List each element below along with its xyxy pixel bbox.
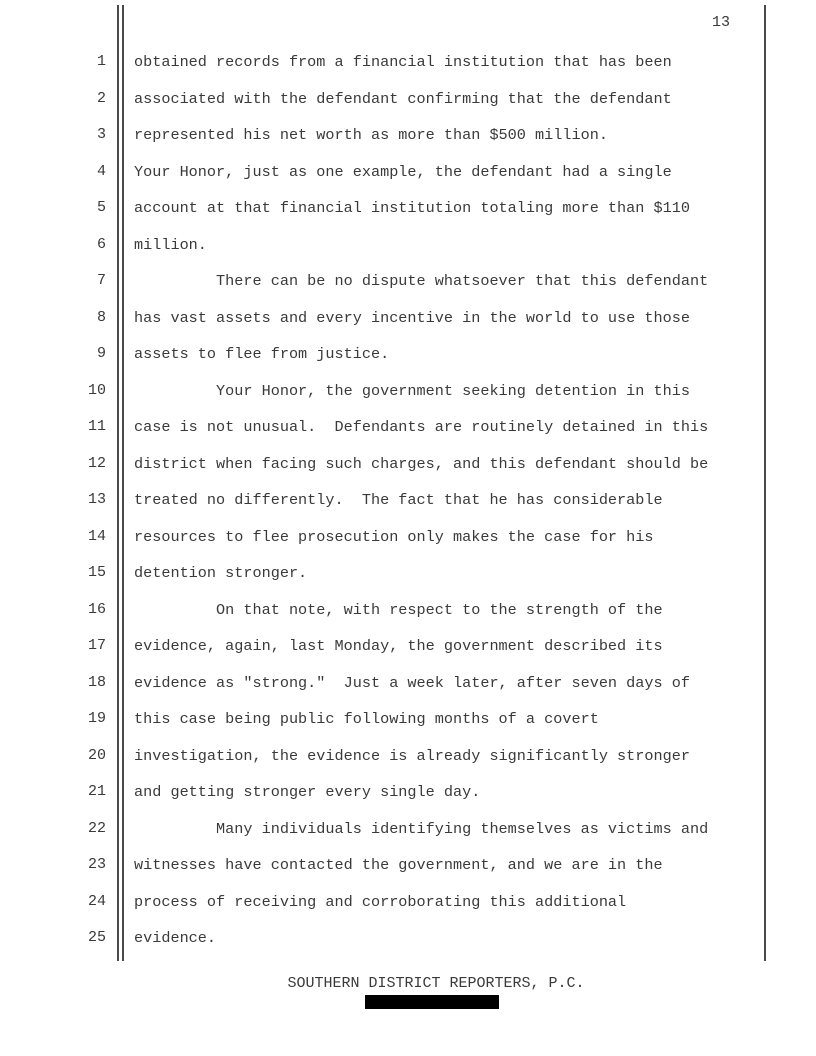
line-number: 2 [96, 90, 106, 107]
line-number: 3 [96, 126, 106, 143]
line-number: 6 [96, 236, 106, 253]
line-number: 18 [87, 674, 106, 691]
transcript-line: evidence. [134, 929, 217, 947]
transcript-line: million. [134, 236, 207, 254]
line-number: 15 [87, 564, 106, 581]
line-number: 23 [87, 856, 106, 873]
transcript-line: obtained records from a financial institution that has been [134, 53, 672, 71]
transcript-line: witnesses have contacted the government, and we are in the [134, 856, 663, 874]
right-margin-rule [764, 5, 766, 961]
transcript-line: Many individuals identifying themselves as victims and [134, 820, 709, 838]
line-number: 11 [87, 418, 106, 435]
transcript-line: account at that financial institution totaling more than $110 [134, 199, 690, 217]
transcript-line: this case being public following months of a covert [134, 710, 599, 728]
transcript-line: represented his net worth as more than $500 million. [134, 126, 608, 144]
transcript-line: process of receiving and corroborating this additional [134, 893, 627, 911]
redaction-bar [365, 995, 499, 1009]
transcript-line: resources to flee prosecution only makes the case for his [134, 528, 654, 546]
transcript-line: evidence, again, last Monday, the government described its [134, 637, 663, 655]
line-number: 25 [87, 929, 106, 946]
transcript-line: has vast assets and every incentive in the world to use those [134, 309, 690, 327]
transcript-line: investigation, the evidence is already significantly stronger [134, 747, 690, 765]
line-number: 4 [96, 163, 106, 180]
line-number: 1 [96, 53, 106, 70]
transcript-line: detention stronger. [134, 564, 308, 582]
line-number: 7 [96, 272, 106, 289]
transcript-line: There can be no dispute whatsoever that this defendant [134, 272, 709, 290]
line-number: 16 [87, 601, 106, 618]
transcript-line: Your Honor, just as one example, the defendant had a single [134, 163, 672, 181]
line-number: 10 [87, 382, 106, 399]
transcript-line: On that note, with respect to the strength of the [134, 601, 663, 619]
line-number: 21 [87, 783, 106, 800]
transcript-line: case is not unusual. Defendants are routinely detained in this [134, 418, 709, 436]
transcript-line: treated no differently. The fact that he has considerable [134, 491, 663, 509]
line-number: 19 [87, 710, 106, 727]
line-number: 9 [96, 345, 106, 362]
reporter-footer: SOUTHERN DISTRICT REPORTERS, P.C. [287, 975, 585, 992]
line-number: 12 [87, 455, 106, 472]
transcript-line: associated with the defendant confirming that the defendant [134, 90, 672, 108]
line-number: 17 [87, 637, 106, 654]
transcript-line: and getting stronger every single day. [134, 783, 481, 801]
line-number: 22 [87, 820, 106, 837]
line-number: 5 [96, 199, 106, 216]
line-number: 8 [96, 309, 106, 326]
page-number: 13 [711, 14, 730, 31]
line-number: 14 [87, 528, 106, 545]
line-number: 20 [87, 747, 106, 764]
transcript-line: Your Honor, the government seeking detention in this [134, 382, 690, 400]
transcript-line: assets to flee from justice. [134, 345, 390, 363]
line-number: 24 [87, 893, 106, 910]
left-margin-rule-inner [122, 5, 124, 961]
left-margin-rule-outer [117, 5, 119, 961]
line-number: 13 [87, 491, 106, 508]
transcript-line: district when facing such charges, and this defendant should be [134, 455, 709, 473]
transcript-line: evidence as "strong." Just a week later, after seven days of [134, 674, 690, 692]
